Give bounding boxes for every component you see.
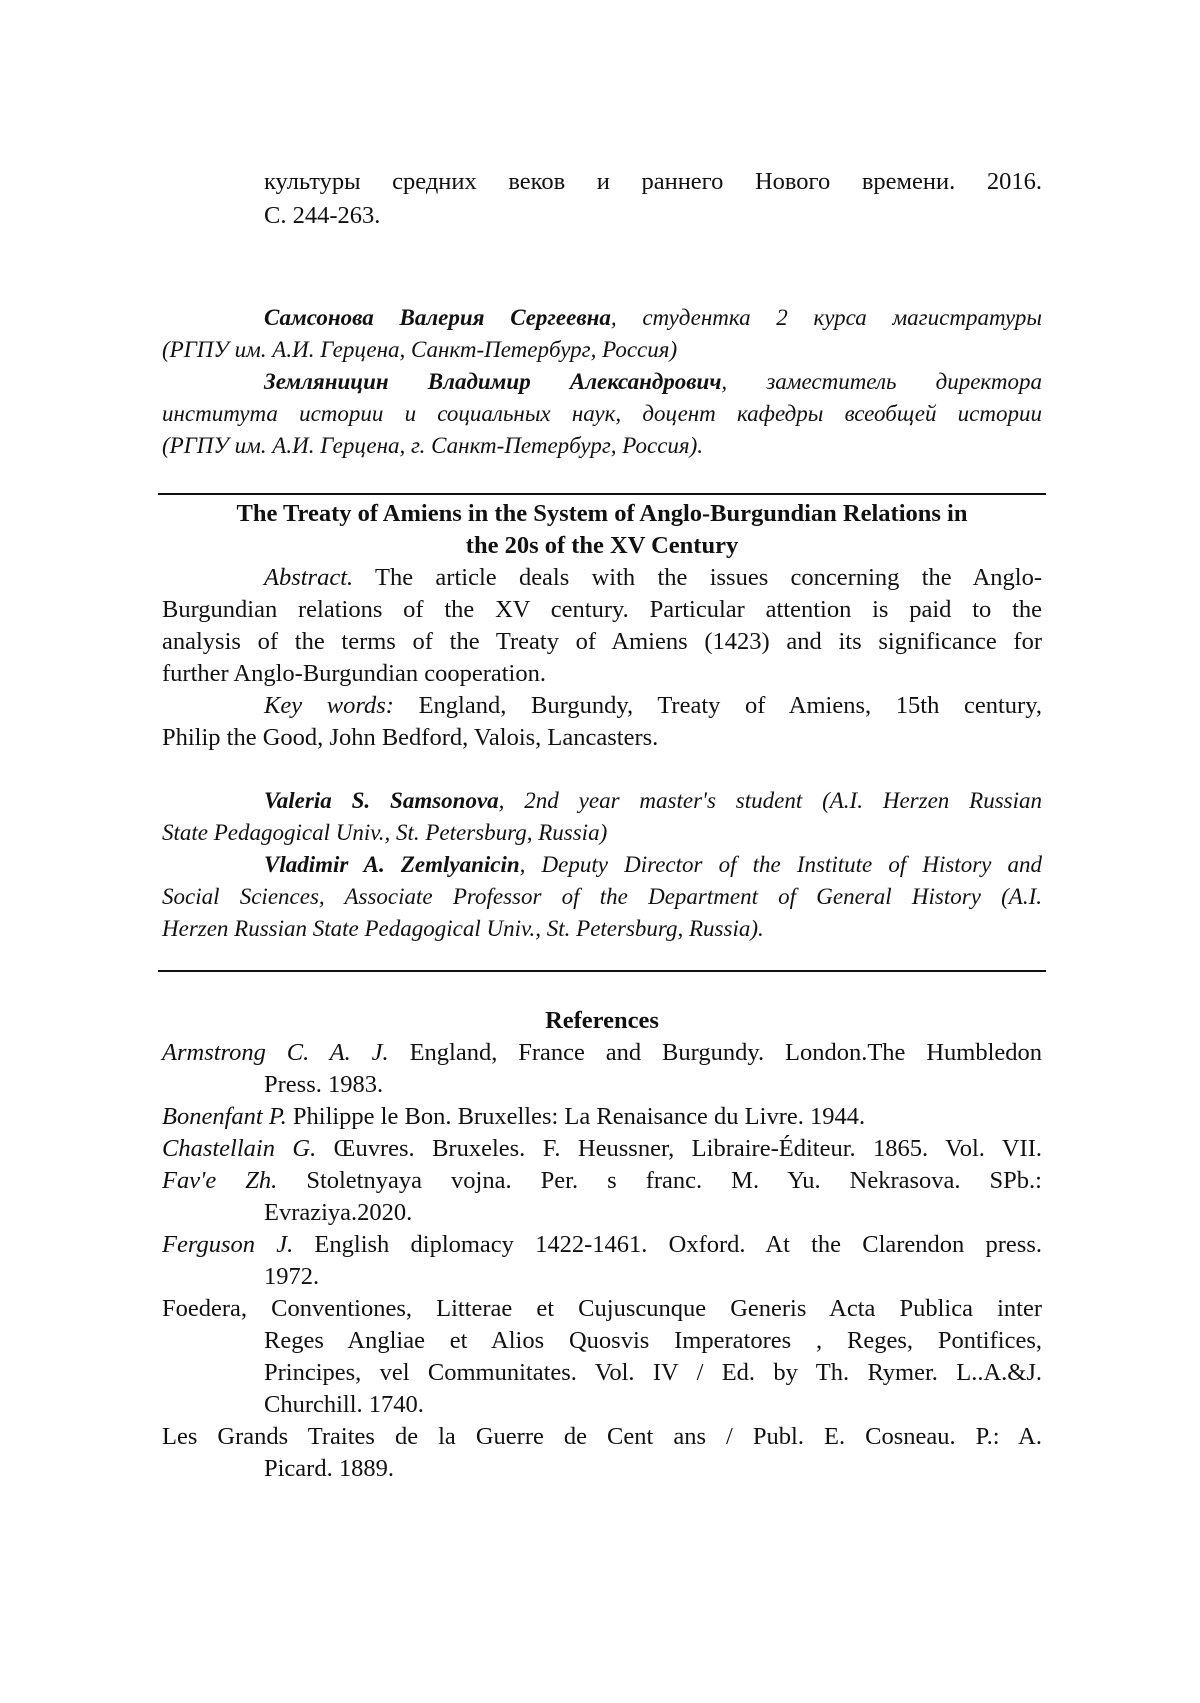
author-ru-2-name: Земляницин Владимир Александрович — [264, 369, 721, 394]
reference-5-author: Ferguson J. — [162, 1231, 293, 1258]
reference-7-line-2: Picard. 1889. — [264, 1453, 1042, 1485]
reference-1-line-2: Press. 1983. — [264, 1069, 1042, 1101]
reference-2-author: Bonenfant P. — [162, 1103, 287, 1130]
reference-3-author: Chastellain G. — [162, 1135, 316, 1162]
abstract-line-3: analysis of the terms of the Treaty of Amiens (1423) and its significance for — [162, 626, 1042, 658]
author-ru-2-line-3: (РГПУ им. А.И. Герцена, г. Санкт-Петербург, Россия). — [162, 430, 1042, 462]
reference-1-author: Armstrong C. A. J. — [162, 1039, 389, 1066]
reference-4-line-2: Evraziya.2020. — [264, 1197, 1042, 1229]
reference-6-line-2: Reges Angliae et Alios Quosvis Imperatores , Reges, Pontifices, — [264, 1325, 1042, 1357]
reference-4-author: Fav'e Zh. — [162, 1167, 277, 1194]
author-en-2-name: Vladimir A. Zemlyanicin — [264, 852, 520, 877]
author-en-1-line-2: State Pedagogical Univ., St. Petersburg, Russia) — [162, 817, 1042, 849]
references-heading: References — [162, 1005, 1042, 1037]
article-title-line-1: The Treaty of Amiens in the System of Anglo-Burgundian Relations in — [162, 498, 1042, 530]
reference-1-line-1: Armstrong C. A. J. England, France and Burgundy. London.The Humbledon — [162, 1037, 1042, 1069]
keywords-line-1: Key words: England, Burgundy, Treaty of Amiens, 15th century, — [264, 690, 1042, 722]
abstract-line-2: Burgundian relations of the XV century. Particular attention is paid to the — [162, 594, 1042, 626]
keywords-label: Key words: — [264, 692, 394, 719]
reference-5-line-1: Ferguson J. English diplomacy 1422-1461. Oxford. At the Clarendon press. — [162, 1229, 1042, 1261]
article-title-line-2: the 20s of the XV Century — [162, 530, 1042, 562]
divider-top — [158, 493, 1046, 495]
prev-ref-line-2: С. 244-263. — [264, 200, 1042, 232]
abstract-label: Abstract. — [264, 564, 353, 591]
reference-4-line-1: Fav'e Zh. Stoletnyaya vojna. Per. s franc. M. Yu. Nekrasova. SPb.: — [162, 1165, 1042, 1197]
reference-2-line-1: Bonenfant P. Philippe le Bon. Bruxelles: La Renaisance du Livre. 1944. — [162, 1101, 1042, 1133]
reference-7-line-1: Les Grands Traites de la Guerre de Cent ans / Publ. E. Cosneau. P.: A. — [162, 1421, 1042, 1453]
author-en-2-line-1: Vladimir A. Zemlyanicin, Deputy Director of the Institute of History and — [264, 849, 1042, 881]
abstract-line-1: Abstract. The article deals with the issues concerning the Anglo- — [264, 562, 1042, 594]
author-ru-2-line-2: института истории и социальных наук, доцент кафедры всеобщей истории — [162, 398, 1042, 430]
author-ru-1-line-1: Самсонова Валерия Сергеевна, студентка 2 курса магистратуры — [264, 302, 1042, 334]
reference-6-line-3: Principes, vel Communitates. Vol. IV / Ed. by Th. Rymer. L..A.&J. — [264, 1357, 1042, 1389]
author-en-2-line-3: Herzen Russian State Pedagogical Univ., St. Petersburg, Russia). — [162, 913, 1042, 945]
reference-6-line-4: Churchill. 1740. — [264, 1389, 1042, 1421]
author-ru-2-line-1: Земляницин Владимир Александрович, заместитель директора — [264, 366, 1042, 398]
author-en-2-line-2: Social Sciences, Associate Professor of the Department of General History (A.I. — [162, 881, 1042, 913]
document-page — [0, 0, 1200, 1703]
prev-ref-line-1: культуры средних веков и раннего Нового времени. 2016. — [264, 166, 1042, 198]
reference-6-line-1: Foedera, Conventiones, Litterae et Cujuscunque Generis Acta Publica inter — [162, 1293, 1042, 1325]
divider-bottom — [158, 970, 1046, 972]
reference-3-line-1: Chastellain G. Œuvres. Bruxeles. F. Heussner, Libraire-Éditeur. 1865. Vol. VII. — [162, 1133, 1042, 1165]
author-en-1-name: Valeria S. Samsonova — [264, 788, 499, 813]
author-ru-1-line-2: (РГПУ им. А.И. Герцена, Санкт-Петербург, Россия) — [162, 334, 1042, 366]
keywords-line-2: Philip the Good, John Bedford, Valois, Lancasters. — [162, 722, 1042, 754]
reference-5-line-2: 1972. — [264, 1261, 1042, 1293]
author-en-1-line-1: Valeria S. Samsonova, 2nd year master's student (A.I. Herzen Russian — [264, 785, 1042, 817]
abstract-line-4: further Anglo-Burgundian cooperation. — [162, 658, 1042, 690]
author-ru-1-name: Самсонова Валерия Сергеевна — [264, 305, 611, 330]
